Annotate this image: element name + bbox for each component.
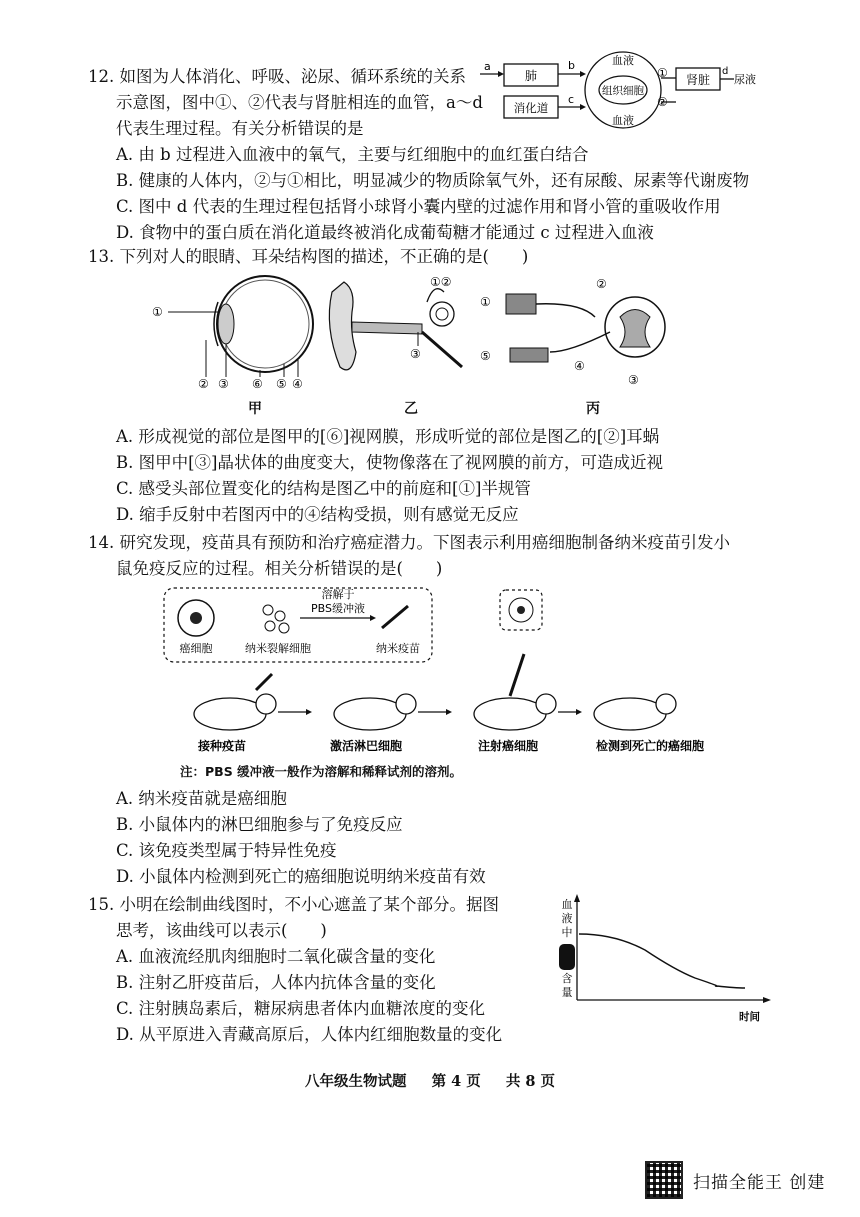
blood-top-label: 血液 [612, 54, 634, 67]
q15-option-b: B. 注射乙肝疫苗后，人体内抗体含量的变化 [116, 973, 436, 992]
q14-option-d: D. 小鼠体内检测到死亡的癌细胞说明纳米疫苗有效 [116, 867, 486, 886]
page-footer [0, 1070, 860, 1091]
footer-total: 共 8 页 [505, 1073, 555, 1090]
q13-option-c: C. 感受头部位置变化的结构是图乙中的前庭和[①]半规管 [116, 479, 531, 498]
y-label-2: 液 [561, 912, 573, 925]
q13-option-d: D. 缩手反射中若图丙中的④结构受损，则有感觉无反应 [116, 505, 519, 524]
digest-label: 消化道 [513, 101, 549, 115]
step3-label: 注射癌细胞 [477, 739, 539, 753]
scanner-watermark [645, 1162, 845, 1198]
y-label-4: 含 [561, 972, 573, 985]
q14-note: 注：PBS 缓冲液一般作为溶解和稀释试剂的溶剂。 [180, 764, 463, 779]
footer-page: 第 4 页 [431, 1073, 481, 1090]
svg-text:①: ① [480, 295, 491, 309]
footer-title: 八年级生物试题 [305, 1073, 407, 1090]
q13-option-b: B. 图甲中[③]晶状体的曲度变大，使物像落在了视网膜的前方，可造成近视 [116, 453, 663, 472]
q15-option-d: D. 从平原进入青藏高原后，人体内红细胞数量的变化 [116, 1025, 503, 1044]
qr-code-icon [645, 1161, 683, 1199]
label-a: a [484, 60, 491, 73]
q12-stem-line3: 代表生理过程。有关分析错误的是 [116, 119, 364, 138]
y-label-3: 中 [561, 926, 573, 939]
q15-option-a: A. 血液流经肌肉细胞时二氧化碳含量的变化 [116, 947, 436, 966]
svg-text:②: ② [198, 377, 209, 391]
q15-stem-line2: 思考，该曲线可以表示( ) [116, 921, 327, 940]
svg-text:④: ④ [574, 359, 585, 373]
urine-label: 尿液 [734, 73, 756, 86]
svg-text:④: ④ [292, 377, 303, 391]
nano-vaccine-label: 纳米疫苗 [376, 642, 420, 655]
svg-text:③: ③ [410, 347, 421, 361]
q13-ear-diagram [322, 272, 472, 382]
tissue-label: 组织细胞 [602, 85, 644, 97]
blood-bottom-label: 血液 [612, 114, 634, 127]
q15-option-c: C. 注射胰岛素后，糖尿病患者体内血糖浓度的变化 [116, 999, 486, 1018]
vessel-1-label: ① [657, 66, 668, 80]
q12-option-d: D. 食物中的蛋白质在消化道最终被消化成葡萄糖才能通过 c 过程进入血液 [116, 223, 654, 242]
q13-reflex-diagram [480, 272, 680, 392]
svg-text:③: ③ [218, 377, 229, 391]
svg-text:③: ③ [628, 373, 639, 387]
q12-stem-line1: 12. 如图为人体消化、呼吸、泌尿、循环系统的关系 [88, 67, 466, 86]
q14-option-c: C. 该免疫类型属于特异性免疫 [116, 841, 337, 860]
q12-option-b: B. 健康的人体内，②与①相比，明显减少的物质除氧气外，还有尿酸、尿素等代谢废物 [116, 171, 750, 190]
covered-part [559, 944, 575, 970]
dissolve-label-1: 溶解于 [321, 588, 355, 601]
label-b: b [568, 59, 575, 72]
fig-label-yi: 乙 [404, 401, 418, 417]
nano-lysate-label: 纳米裂解细胞 [245, 642, 311, 655]
cancer-cell-label: 癌细胞 [179, 642, 213, 655]
dissolve-label-2: PBS缓冲液 [311, 602, 365, 615]
q15-stem-line1: 15. 小明在绘制曲线图时，不小心遮盖了某个部分。据图 [88, 895, 499, 914]
q14-vaccine-diagram [160, 584, 720, 764]
fig-label-bing: 丙 [586, 401, 600, 417]
y-label-1: 血 [561, 898, 573, 911]
q12-option-a: A. 由 b 过程进入血液中的氧气，主要与红细胞中的血红蛋白结合 [116, 145, 589, 164]
q14-stem-line2: 鼠免疫反应的过程。相关分析错误的是( ) [116, 559, 443, 578]
q13-option-a: A. 形成视觉的部位是图甲的[⑥]视网膜，形成听觉的部位是图乙的[②]耳蜗 [116, 427, 660, 446]
svg-text:⑤: ⑤ [480, 349, 491, 363]
lung-label: 肺 [524, 69, 538, 83]
svg-text:②: ② [596, 277, 607, 291]
q13-eye-diagram [150, 272, 320, 412]
watermark-text: 扫描全能王 创建 [693, 1172, 826, 1193]
step4-label: 检测到死亡的癌细胞 [595, 739, 705, 753]
y-label-5: 量 [561, 986, 573, 999]
svg-text:①: ① [152, 305, 163, 319]
q13-stem: 13. 下列对人的眼睛、耳朵结构图的描述，不正确的是( ) [88, 247, 529, 266]
x-label: 时间 [739, 1011, 760, 1023]
svg-text:⑥: ⑥ [252, 377, 263, 391]
kidney-label: 肾脏 [685, 73, 711, 87]
vessel-2-label: ② [657, 95, 668, 109]
step2-label: 激活淋巴细胞 [329, 739, 403, 753]
q14-stem-line1: 14. 研究发现，疫苗具有预防和治疗癌症潜力。下图表示利用癌细胞制备纳米疫苗引发小 [88, 533, 730, 552]
label-c: c [568, 93, 575, 106]
fig-label-jia: 甲 [248, 401, 262, 417]
q12-stem-line2: 示意图，图中①、②代表与肾脏相连的血管，a～d [116, 93, 483, 112]
q15-curve-graph [555, 890, 775, 1030]
q12-system-diagram [480, 50, 780, 130]
curve [579, 934, 745, 988]
q14-option-a: A. 纳米疫苗就是癌细胞 [116, 789, 287, 808]
q12-option-c: C. 图中 d 代表的生理过程包括肾小球肾小囊内壁的过滤作用和肾小管的重吸收作用 [116, 197, 721, 216]
step1-label: 接种疫苗 [197, 739, 247, 753]
label-d: d [722, 66, 729, 77]
q14-option-b: B. 小鼠体内的淋巴细胞参与了免疫反应 [116, 815, 403, 834]
svg-text:①②: ①② [430, 275, 452, 289]
svg-text:⑤: ⑤ [276, 377, 287, 391]
